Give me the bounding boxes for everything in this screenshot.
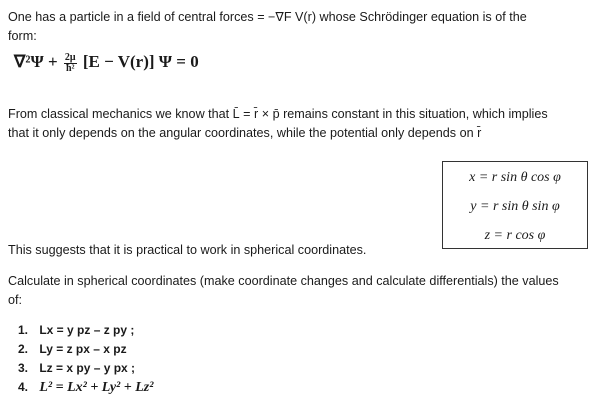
suggests-text: This suggests that it is practical to work in spherical coordinates. — [8, 243, 367, 257]
list-item — [18, 340, 153, 359]
intro-line-2: form: — [8, 29, 37, 43]
list-text: Ly = z px – x pz — [39, 342, 127, 356]
schrodinger-equation — [14, 52, 199, 74]
equation-fraction — [64, 53, 77, 74]
fraction-denominator: ħ² — [65, 62, 75, 74]
coord-x: x = r sin θ cos φ — [469, 170, 561, 185]
coord-y: y = r sin θ sin φ — [470, 199, 560, 214]
list-text: L² = Lx² + Ly² + Lz² — [39, 380, 154, 395]
list-number: 4. — [18, 380, 29, 394]
spherical-coordinates-box — [442, 161, 588, 249]
classical-line-2: that it only depends on the angular coordinates, while the potential only depends on r̄ — [8, 126, 482, 140]
coord-z: z = r cos φ — [484, 228, 546, 243]
equation-right: [E − V(r)] Ψ = 0 — [82, 52, 199, 71]
list-text: Lx = y pz – z py ; — [39, 323, 135, 337]
operators-list — [18, 321, 153, 397]
intro-line-1: One has a particle in a field of central forces = −∇F V(r) whose Schrödinger equation is of the — [8, 10, 527, 24]
calculate-line-2: of: — [8, 293, 23, 307]
list-number: 2. — [18, 342, 29, 356]
fraction-numerator: 2μ — [64, 51, 76, 63]
classical-line-1: From classical mechanics we know that L̄ = r̄ × p̄ remains constant in this situation, which implies — [8, 107, 548, 121]
list-item — [18, 378, 153, 397]
list-item — [18, 359, 153, 378]
list-number: 3. — [18, 361, 29, 375]
calculate-line-1: Calculate in spherical coordinates (make coordinate changes and calculate differentials) the values — [8, 274, 559, 288]
list-text: Lz = x py – y px ; — [39, 361, 136, 375]
list-item — [18, 321, 153, 340]
equation-left: ∇²Ψ + — [14, 52, 58, 71]
list-number: 1. — [18, 323, 29, 337]
